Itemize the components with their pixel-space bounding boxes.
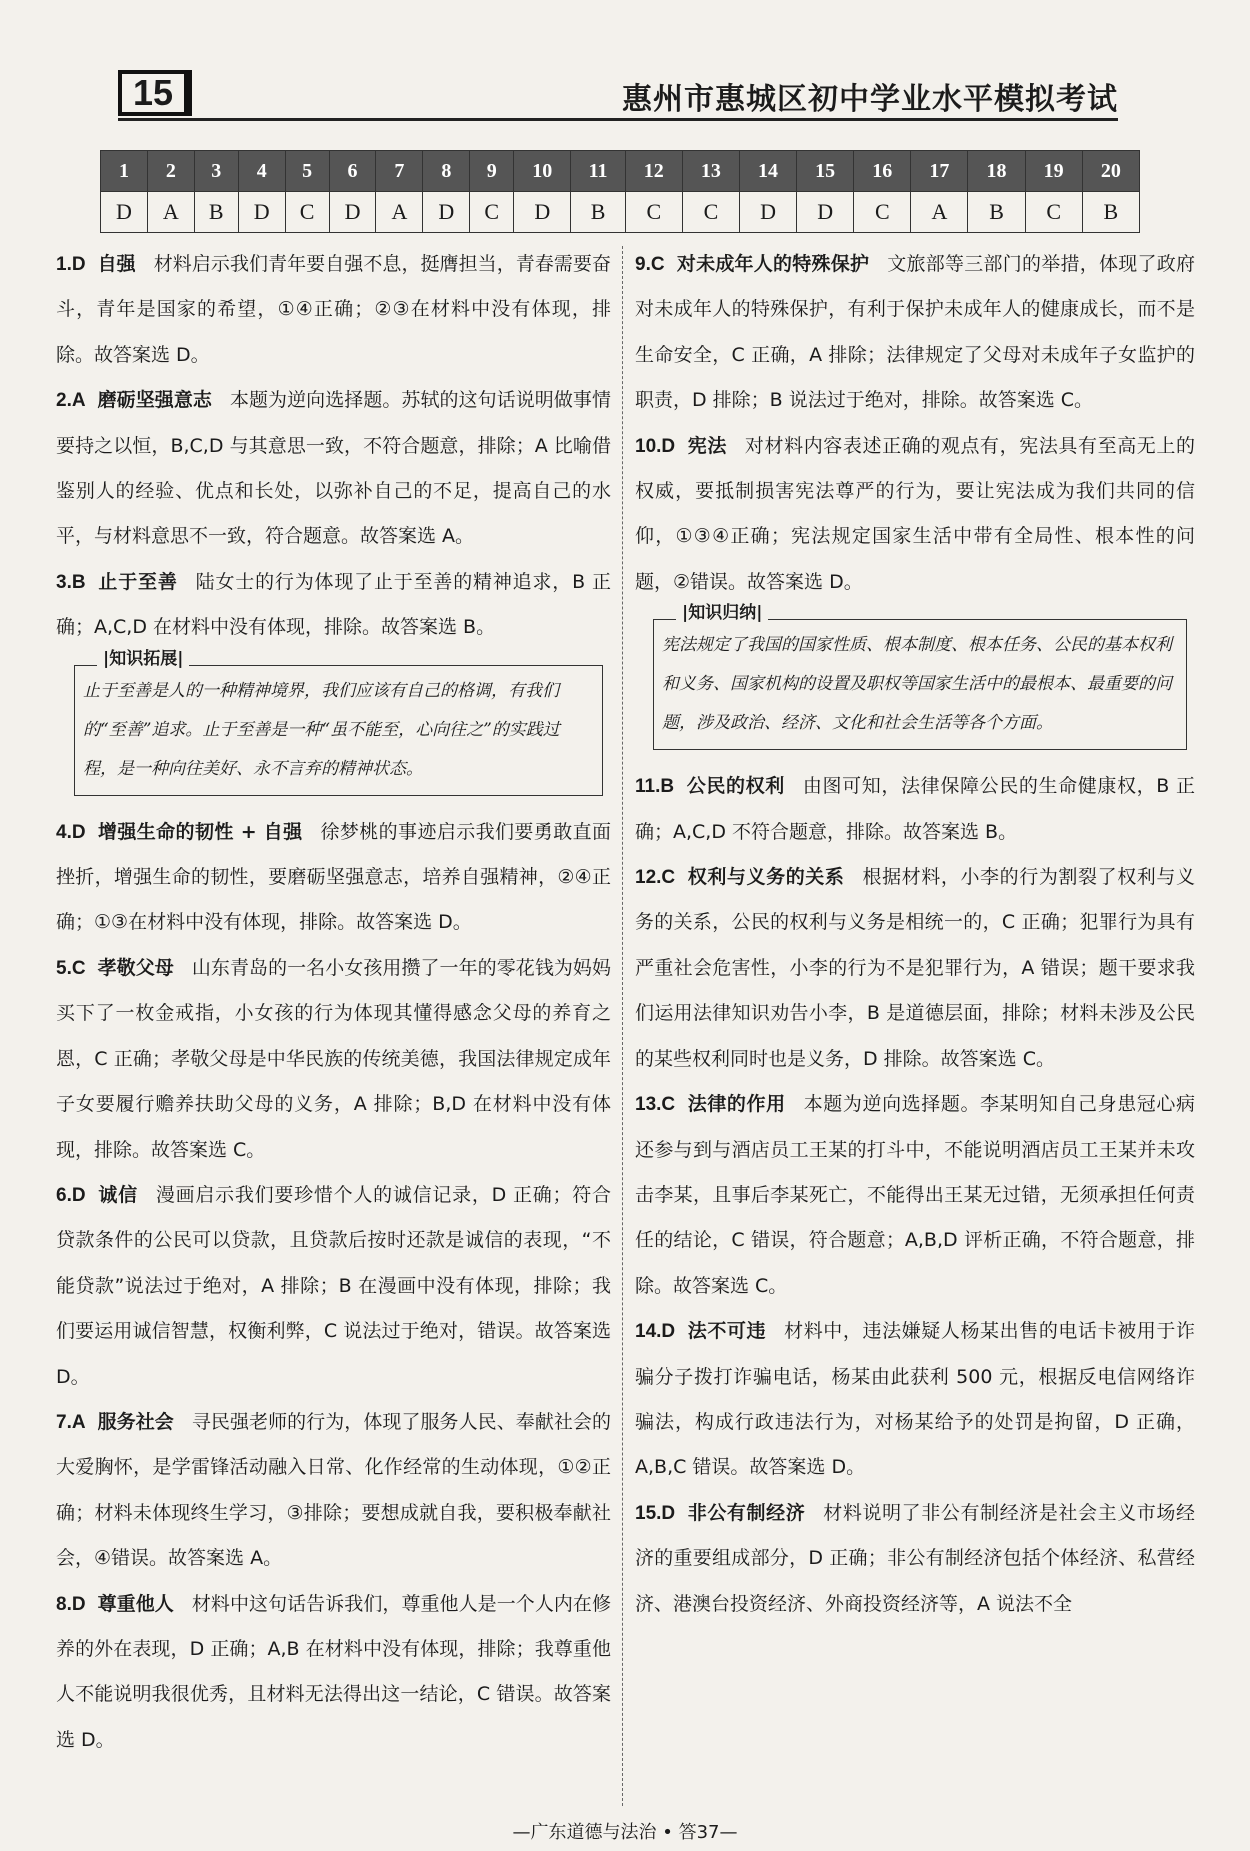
answer-explanation: [56, 1173, 611, 1400]
answer-number-cell: 15: [797, 151, 854, 192]
knowledge-point: 增强生命的韧性 + 自强: [97, 820, 303, 843]
knowledge-box: [74, 648, 603, 796]
knowledge-point: 磨砺坚强意志: [97, 389, 212, 412]
answer-letter-cell: A: [147, 192, 194, 233]
answer-explanation: [635, 424, 1195, 606]
answer-letter-cell: C: [1025, 192, 1082, 233]
answer-letter-cell: D: [101, 192, 148, 233]
answer-letter-cell: B: [968, 192, 1025, 233]
knowledge-point: 非公有制经济: [687, 1501, 806, 1524]
question-answer-label: 1.D: [56, 254, 86, 275]
knowledge-box-tag: |知识归纳|: [676, 598, 768, 628]
question-answer-label: 5.C: [56, 957, 86, 979]
question-answer-label: 3.B: [56, 571, 86, 593]
answer-number-cell: 13: [682, 151, 739, 192]
knowledge-point: 自强: [97, 253, 136, 275]
answer-letter-cell: D: [238, 192, 285, 233]
answer-explanation: [56, 946, 611, 1173]
explanation-text: 本题为逆向选择题。李某明知自己身患冠心病还参与到与酒店员工王某的打斗中，不能说明酒店员工王某并未攻击李某，且事后李某死亡，不能得出王某无过错，无须承担任何责任的结论，C 错误，符合题意；A,B,D 评析正确，不符合题意，排除。故答案选 C。: [635, 1093, 1195, 1297]
answer-number-cell: 18: [968, 151, 1025, 192]
explanation-text: 漫画启示我们要珍惜个人的诚信记录，D 正确；符合贷款条件的公民可以贷款，且贷款后按时还款是诚信的表现，“不能贷款”说法过于绝对，A 排除；B 在漫画中没有体现，排除；我们要运用诚信智慧，权衡利弊，C 说法过于绝对，错误。故答案选 D。: [56, 1183, 611, 1388]
exam-title: 惠州市惠城区初中学业水平模拟考试: [622, 82, 1118, 117]
knowledge-box-tag: |知识拓展|: [97, 644, 189, 674]
answer-table: [100, 150, 1140, 233]
knowledge-point: 诚信: [97, 1183, 138, 1206]
answer-letter-cell: A: [376, 192, 423, 233]
question-answer-label: 2.A: [56, 390, 86, 412]
answer-explanation: [56, 810, 611, 946]
question-answer-label: 8.D: [56, 1593, 86, 1615]
explanation-text: 材料说明了非公有制经济是社会主义市场经济的重要组成部分，D 正确；非公有制经济包括个体经济、私营经济、港澳台投资经济、外商投资经济等，A 说法不全: [635, 1501, 1195, 1615]
answer-letter-cell: D: [739, 192, 796, 233]
explanation-text: 材料中，违法嫌疑人杨某出售的电话卡被用于诈骗分子拨打诈骗电话，杨某由此获利 500 元，根据反电信网络诈骗法，构成行政违法行为，对杨某给予的处罚是拘留，D 正确，A,B,C 错误。故答案选 D。: [635, 1320, 1195, 1479]
answer-number-cell: 8: [423, 151, 470, 192]
answer-explanation: [56, 242, 611, 378]
knowledge-point: 宪法: [687, 434, 727, 457]
answer-letter-cell: D: [514, 192, 571, 233]
knowledge-point: 公民的权利: [686, 775, 785, 798]
knowledge-box-text: 宪法规定了我国的国家性质、根本制度、根本任务、公民的基本权利和义务、国家机构的设置及职权等国家生活中的最根本、最重要的问题，涉及政治、经济、文化和社会生活等各个方面。: [662, 635, 1172, 734]
answer-letter-cell: C: [682, 192, 739, 233]
answer-number-cell: 11: [571, 151, 625, 192]
answer-letter-cell: B: [1082, 192, 1139, 233]
explanation-text: 材料启示我们青年要自强不息，挺膺担当，青春需要奋斗，青年是国家的希望，①④正确；②③在材料中没有体现，排除。故答案选 D。: [56, 253, 611, 366]
answer-number-cell: 4: [238, 151, 285, 192]
answer-explanation: [56, 560, 611, 651]
question-answer-label: 12.C: [635, 867, 676, 889]
knowledge-point: 对未成年人的特殊保护: [676, 253, 870, 275]
right-column: [635, 242, 1195, 1627]
question-answer-label: 15.D: [635, 1502, 676, 1524]
knowledge-point: 服务社会: [97, 1410, 174, 1433]
explanation-text: 材料中这句话告诉我们，尊重他人是一个人内在修养的外在表现，D 正确；A,B 在材料中没有体现，排除；我尊重他人不能说明我很优秀，且材料无法得出这一结论，C 错误。故答案选 D。: [56, 1592, 611, 1751]
answer-explanation: [56, 378, 611, 560]
answer-number-cell: 7: [376, 151, 423, 192]
answer-explanation: [635, 1491, 1195, 1627]
answer-explanation: [635, 242, 1195, 424]
answer-number-cell: 2: [147, 151, 194, 192]
answer-letter-cell: B: [194, 192, 238, 233]
answer-explanation: [56, 1400, 611, 1582]
answer-number-cell: 20: [1082, 151, 1139, 192]
knowledge-box-text: 止于至善是人的一种精神境界，我们应该有自己的格调，有我们的“至善”追求。止于至善是一种“虽不能至，心向往之”的实践过程，是一种向往美好、永不言弃的精神状态。: [83, 680, 560, 779]
question-answer-label: 9.C: [635, 254, 665, 275]
answer-explanation: [56, 1582, 611, 1764]
question-answer-label: 7.A: [56, 1411, 86, 1433]
answer-table-number-row: [101, 151, 1140, 192]
answer-letter-cell: A: [911, 192, 968, 233]
answer-letter-cell: D: [329, 192, 376, 233]
knowledge-point: 尊重他人: [97, 1592, 174, 1615]
question-answer-label: 6.D: [56, 1184, 86, 1206]
answer-letter-cell: D: [423, 192, 470, 233]
explanation-text: 寻民强老师的行为，体现了服务人民、奉献社会的大爱胸怀，是学雷锋活动融入日常、化作经常的生动体现，①②正确；材料未体现终生学习，③排除；要想成就自我，要积极奉献社会，④错误。故答案选 A。: [56, 1410, 611, 1570]
question-answer-label: 13.C: [635, 1094, 676, 1116]
answer-number-cell: 19: [1025, 151, 1082, 192]
page-footer: —广东道德与法治 • 答37—: [512, 1822, 738, 1843]
answer-table-answer-row: [101, 192, 1140, 233]
explanation-text: 根据材料，小李的行为割裂了权利与义务的关系，公民的权利与义务是相统一的，C 正确；犯罪行为具有严重社会危害性，小李的行为不是犯罪行为，A 错误；题干要求我们运用法律知识劝告小李，B 是道德层面，排除；材料未涉及公民的某些权利同时也是义务，D 排除。故答案选 C。: [635, 866, 1195, 1070]
left-column: [56, 242, 611, 1763]
answer-letter-cell: C: [854, 192, 911, 233]
answer-explanation: [635, 855, 1195, 1082]
knowledge-point: 孝敬父母: [97, 956, 174, 979]
question-answer-label: 4.D: [56, 821, 86, 843]
answer-number-cell: 17: [911, 151, 968, 192]
answer-number-cell: 5: [285, 151, 329, 192]
explanation-text: 陆女士的行为体现了止于至善的精神追求，B 正确；A,C,D 在材料中没有体现，排除。故答案选 B。: [56, 570, 611, 639]
explanation-text: 徐梦桃的事迹启示我们要勇敢直面挫折，增强生命的韧性，要磨砺坚强意志，培养自强精神，②④正确；①③在材料中没有体现，排除。故答案选 D。: [56, 820, 611, 934]
answer-number-cell: 1: [101, 151, 148, 192]
knowledge-point: 法律的作用: [687, 1093, 786, 1116]
answer-number-cell: 6: [329, 151, 376, 192]
knowledge-point: 法不可违: [687, 1320, 767, 1343]
page-header: [118, 70, 1118, 121]
answer-letter-cell: C: [285, 192, 329, 233]
explanation-text: 文旅部等三部门的举措，体现了政府对未成年人的特殊保护，有利于保护未成年人的健康成长，而不是生命安全，C 正确，A 排除；法律规定了父母对未成年子女监护的职责，D 排除；B 说法过于绝对，排除。故答案选 C。: [635, 253, 1195, 412]
answer-number-cell: 12: [625, 151, 682, 192]
knowledge-box: [653, 603, 1187, 750]
answer-explanation: [635, 1082, 1195, 1309]
question-answer-label: 11.B: [635, 776, 675, 798]
column-divider: [622, 246, 623, 1806]
answer-number-cell: 9: [470, 151, 514, 192]
answer-explanation: [635, 1309, 1195, 1491]
knowledge-point: 权利与义务的关系: [687, 866, 845, 889]
answer-number-cell: 14: [739, 151, 796, 192]
exam-number-badge: 15: [118, 70, 192, 116]
explanation-text: 本题为逆向选择题。苏轼的这句话说明做事情要持之以恒，B,C,D 与其意思一致，不符合题意，排除；A 比喻借鉴别人的经验、优点和长处，以弥补自己的不足，提高自己的水平，与材料意思不一致，符合题意。故答案选 A。: [56, 389, 611, 548]
answer-letter-cell: B: [571, 192, 625, 233]
explanation-text: 由图可知，法律保障公民的生命健康权，B 正确；A,C,D 不符合题意，排除。故答案选 B。: [635, 775, 1195, 843]
answer-number-cell: 10: [514, 151, 571, 192]
knowledge-point: 止于至善: [97, 570, 178, 593]
answer-number-cell: 16: [854, 151, 911, 192]
explanation-text: 对材料内容表述正确的观点有，宪法具有至高无上的权威，要抵制损害宪法尊严的行为，要让宪法成为我们共同的信仰，①③④正确；宪法规定国家生活中带有全局性、根本性的问题，②错误。故答案选 D。: [635, 434, 1195, 593]
question-answer-label: 14.D: [635, 1321, 676, 1343]
answer-number-cell: 3: [194, 151, 238, 192]
answer-letter-cell: D: [797, 192, 854, 233]
question-answer-label: 10.D: [635, 435, 676, 457]
answer-letter-cell: C: [470, 192, 514, 233]
explanation-text: 山东青岛的一名小女孩用攒了一年的零花钱为妈妈买下了一枚金戒指，小女孩的行为体现其懂得感念父母的养育之恩，C 正确；孝敬父母是中华民族的传统美德，我国法律规定成年子女要履行赡养扶助父母的义务，A 排除；B,D 在材料中没有体现，排除。故答案选 C。: [56, 956, 611, 1161]
answer-letter-cell: C: [625, 192, 682, 233]
answer-explanation: [635, 764, 1195, 855]
